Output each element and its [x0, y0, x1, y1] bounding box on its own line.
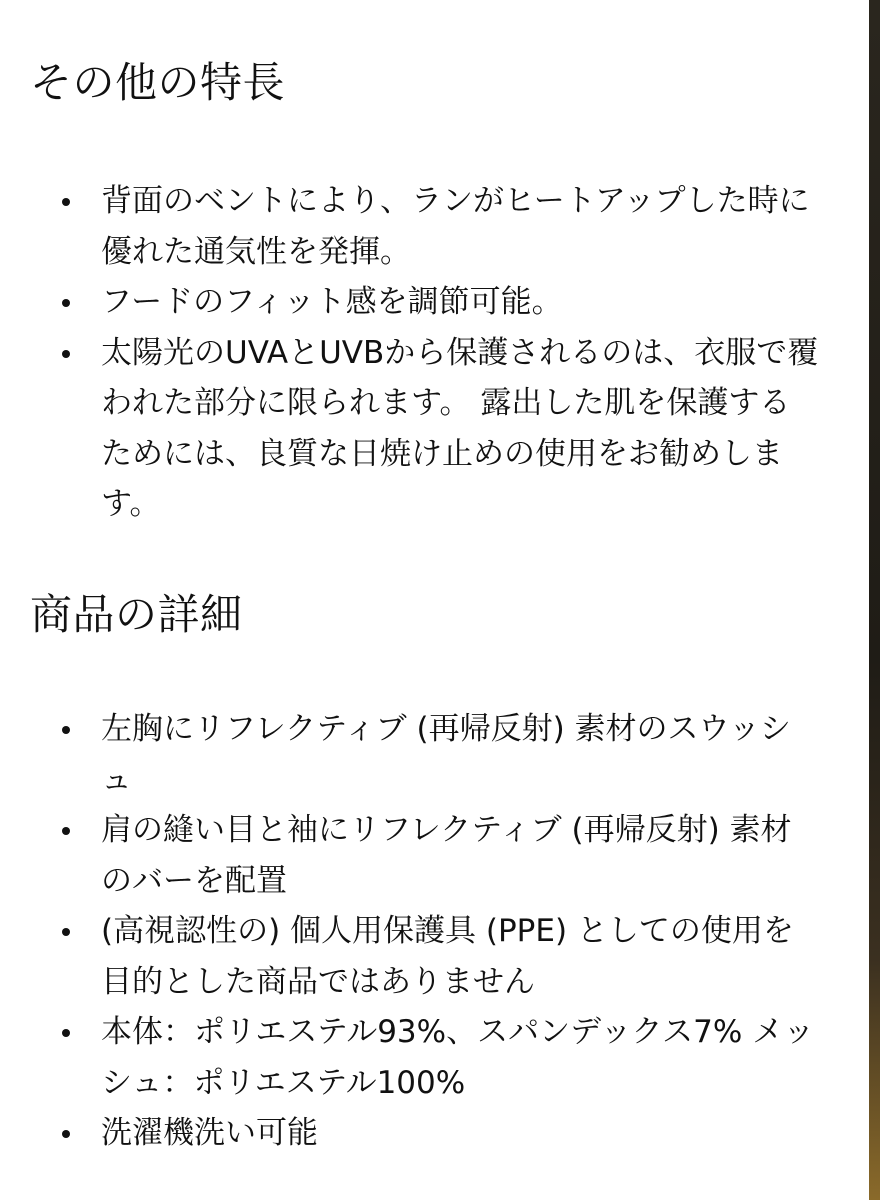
- list-item-text: 洗濯機洗い可能: [101, 1115, 318, 1151]
- list-item: [0, 277, 862, 328]
- list-item: [0, 176, 862, 277]
- list-item-text: (高視認性の) 個人用保護具 (PPE) としての使用を目的とした商品ではありません: [101, 913, 794, 1000]
- product-details-list: [0, 704, 862, 1159]
- list-item: [0, 805, 862, 906]
- list-item: [0, 1007, 862, 1108]
- list-item-text: フードのフィット感を調節可能。: [101, 284, 563, 320]
- bullet-icon: [62, 726, 70, 734]
- bullet-icon: [62, 928, 70, 936]
- bullet-icon: [62, 1029, 70, 1037]
- bullet-icon: [62, 299, 70, 307]
- list-item: [0, 704, 862, 805]
- list-item-text: 背面のベントにより、ランがヒートアップした時に優れた通気性を発揮。: [101, 183, 810, 270]
- edge-gap: [862, 0, 869, 1200]
- list-item: [0, 1108, 862, 1159]
- list-item-text: 太陽光のUVAとUVBから保護されるのは、衣服で覆われた部分に限られます。 露出した肌を保護するためには、良質な日焼け止めの使用をお勧めします。: [101, 334, 819, 522]
- list-item-text: 肩の縫い目と袖にリフレクティブ (再帰反射) 素材のバーを配置: [101, 812, 792, 899]
- other-features-list: [0, 176, 862, 530]
- bullet-icon: [62, 1130, 70, 1138]
- list-item: [0, 906, 862, 1007]
- section-heading-product-details: 商品の詳細: [30, 590, 243, 639]
- list-item-text: 本体：ポリエステル93%、スパンデックス7% メッシュ：ポリエステル100%: [101, 1014, 815, 1101]
- list-item-text: 左胸にリフレクティブ (再帰反射) 素材のスウッシュ: [101, 711, 791, 798]
- bullet-icon: [62, 350, 70, 358]
- window-edge-strip: [869, 0, 880, 1200]
- bullet-icon: [62, 198, 70, 206]
- list-item: [0, 328, 862, 530]
- section-heading-other-features: その他の特長: [30, 58, 286, 107]
- bullet-icon: [62, 827, 70, 835]
